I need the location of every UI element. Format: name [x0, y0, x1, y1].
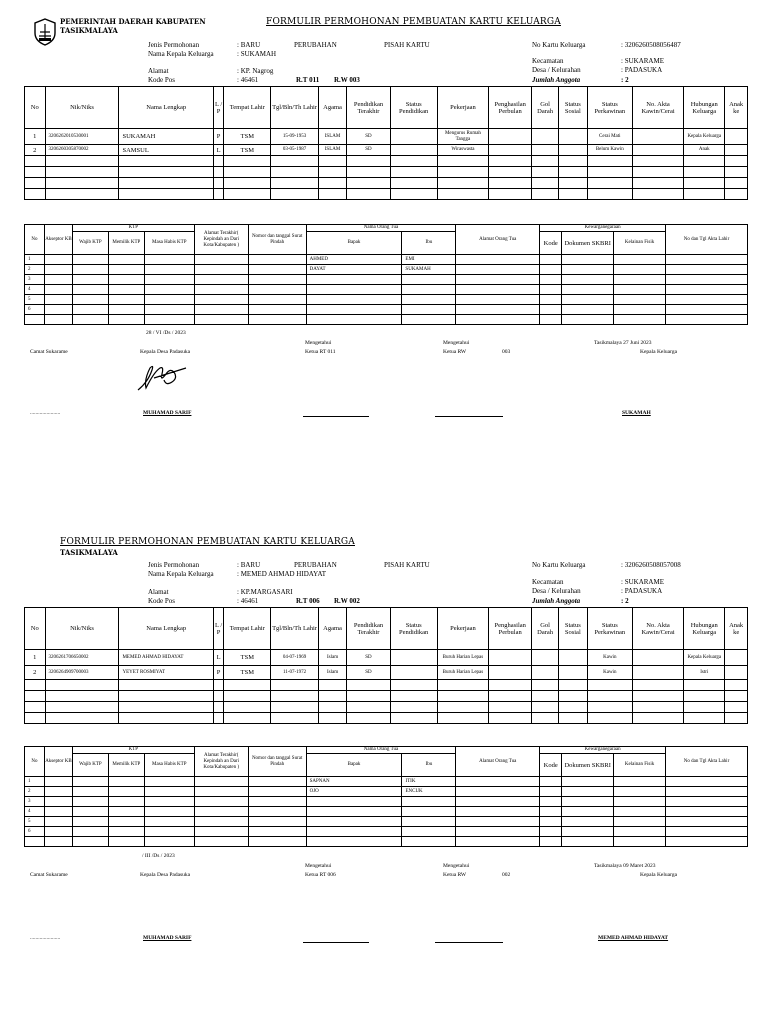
date-right: Tasikmalaya 27 Juni 2023 — [594, 340, 652, 346]
col-wajib: Wajib KTP — [72, 754, 108, 777]
cell: 3206260305870002 — [45, 145, 119, 156]
cell: Kawin — [587, 650, 632, 666]
cell: Anak — [684, 145, 725, 156]
cell: 1 — [25, 650, 46, 666]
cell: L — [213, 650, 223, 666]
col-kode: Kode — [540, 232, 562, 255]
no-kk-value: : 3206260508057008 — [621, 561, 681, 569]
col-no: No — [25, 608, 46, 650]
cell — [489, 666, 532, 680]
col-pend: Pendidikan Terakhir — [347, 608, 390, 650]
cell: SD — [347, 129, 390, 145]
cell: 3206261706650002 — [45, 650, 119, 666]
col-ibu: Ibu — [402, 754, 456, 777]
date-left: 28 / VI /Ds / 2023 — [146, 330, 186, 336]
cell: Belum Kawin — [587, 145, 632, 156]
col-bapak: Bapak — [306, 754, 402, 777]
nama-kk-value: : SUKAMAH — [237, 50, 277, 58]
col-ktp: KTP — [72, 225, 194, 232]
date-left: / III /Ds / 2023 — [142, 853, 175, 859]
col-hub: Hubungan Keluarga — [684, 608, 725, 650]
ketua-rw-label: Ketua RW — [443, 349, 467, 355]
cell: P — [213, 666, 223, 680]
nama-kk-value: : MEMED AHMAD HIDAYAT — [237, 570, 326, 578]
col-hub: Hubungan Keluarga — [684, 87, 725, 129]
camat-dots: ...................... — [30, 935, 61, 941]
col-alamat-terakhir: Alamat Terakhir( Kepindah an Dari Kota/Kabupaten ) — [194, 225, 248, 255]
form-title: FORMULIR PERMOHONAN PEMBUATAN KARTU KELUARGA — [266, 17, 561, 27]
mengetahui-rw: Mengetahui — [443, 340, 470, 346]
option-perubahan: PERUBAHAN — [294, 561, 337, 569]
label-alamat: Alamat — [148, 67, 169, 75]
col-tempat: Tempat Lahir — [224, 608, 271, 650]
cell: Wiraswasta — [437, 145, 488, 156]
no-kk-value: : 3206260508056487 — [621, 41, 681, 49]
cell — [390, 650, 437, 666]
col-kerja: Pekerjaan — [437, 87, 488, 129]
cell: 6 — [25, 827, 45, 837]
gov-line-2: TASIKMALAYA — [60, 26, 118, 35]
alamat-value: : KP. Nagrog — [237, 67, 274, 75]
col-sosial: Status Sosial — [558, 87, 587, 129]
col-no: No — [25, 225, 45, 255]
label-kecamatan: Kecamatan — [532, 57, 564, 65]
label-desa: Desa / Kelurahan — [532, 66, 581, 74]
cell: 1 — [25, 255, 45, 265]
cell: Buruh Harian Lepas — [437, 650, 488, 666]
kepala-label: Kepala Keluarga — [640, 872, 678, 878]
ketua-rt-label: Ketua RT 006 — [305, 872, 336, 878]
label-kode-pos: Kode Pos — [148, 597, 176, 605]
col-ortu: Nama Orang Tua — [306, 747, 456, 754]
cell: Istri — [684, 666, 725, 680]
jumlah-value: : 2 — [621, 76, 629, 84]
cell: 2 — [25, 787, 45, 797]
cell: 5 — [25, 295, 45, 305]
kecamatan-value: : SUKARAME — [621, 578, 664, 586]
col-status-pend: Status Pendidikan — [390, 87, 437, 129]
kode-pos-value: : 46461 — [237, 76, 259, 84]
kecamatan-value: : SUKARAME — [621, 57, 664, 65]
cell — [725, 650, 748, 666]
col-kerja: Pekerjaan — [437, 608, 488, 650]
cell: SAPNAN — [306, 777, 402, 787]
member-table — [24, 607, 748, 724]
option-pisah: PISAH KARTU — [384, 561, 430, 569]
form-title: FORMULIR PERMOHONAN PEMBUATAN KARTU KELUARGA — [60, 537, 355, 547]
col-pend: Pendidikan Terakhir — [347, 87, 390, 129]
label-desa: Desa / Kelurahan — [532, 587, 581, 595]
col-kewarga: Kewarganegaraan — [540, 225, 666, 232]
cell — [725, 666, 748, 680]
col-gol: Gol Darah — [532, 87, 559, 129]
mengetahui-rt: Mengetahui — [305, 340, 332, 346]
col-kawin: Status Perkawinan — [587, 87, 632, 129]
ketua-rt-label: Ketua RT 011 — [305, 349, 336, 355]
col-kelainan: Kelainan Fisik — [614, 232, 666, 255]
camat-label: Camat Sukarame — [30, 872, 68, 878]
label-jenis: Jenis Permohonan — [148, 41, 200, 49]
cell: Cerai Mati — [587, 129, 632, 145]
col-hasil: Penghasilan Perbulan — [489, 87, 532, 129]
col-masa: Masa Habis KTP — [144, 232, 194, 255]
jenis-value: : BARU — [237, 41, 261, 49]
kades-label: Kepala Desa Padasuka — [140, 349, 191, 355]
option-perubahan: PERUBAHAN — [294, 41, 337, 49]
col-akseptor: Akseptor KB — [44, 747, 72, 777]
label-jumlah: Jumlah Anggota — [532, 597, 581, 605]
col-alamat-terakhir: Alamat Terakhir( Kepindah an Dari Kota/Kabupaten ) — [194, 747, 248, 777]
gov-line-1: PEMERINTAH DAERAH KABUPATEN — [60, 17, 206, 26]
cell: SD — [347, 145, 390, 156]
cell: 2 — [25, 145, 46, 156]
col-nik: Nik/Niks — [45, 87, 119, 129]
cell: TSM — [224, 650, 271, 666]
cell: SAMSUL — [119, 145, 213, 156]
col-lp: L / P — [213, 87, 223, 129]
cell: Kepala Keluarga — [684, 650, 725, 666]
kades-name: MUHAMAD SARIF — [143, 410, 192, 416]
label-nama-kk: Nama Kepala Keluarga — [148, 50, 214, 58]
cell: 04-07-1969 — [271, 650, 318, 666]
rw-value: R.W 003 — [334, 76, 360, 84]
table-row — [25, 787, 748, 797]
date-right: Tasikmalaya 09 Maret 2023 — [594, 863, 656, 869]
cell: Islam — [318, 666, 347, 680]
cell — [558, 650, 587, 666]
cell: TSM — [224, 666, 271, 680]
cell: SUKAMAH — [402, 265, 456, 275]
cell: L — [213, 145, 223, 156]
label-jumlah: Jumlah Anggota — [532, 76, 581, 84]
cell — [632, 666, 683, 680]
kk-name: SUKAMAH — [622, 410, 651, 416]
label-alamat: Alamat — [148, 588, 169, 596]
cell: 3 — [25, 275, 45, 285]
col-anak: Anak ke — [725, 608, 748, 650]
col-akta: No. Akta Kawin/Cerai — [632, 608, 683, 650]
cell: TSM — [224, 145, 271, 156]
cell: 11-07-1972 — [271, 666, 318, 680]
col-nomor-surat: Nomor dan tanggal Surat Pindah — [248, 747, 306, 777]
col-no: No — [25, 87, 46, 129]
mengetahui-rt: Mengetahui — [305, 863, 332, 869]
rw-signature-line — [435, 942, 503, 943]
cell: SD — [347, 650, 390, 666]
col-dok: Dokumen SKBRI — [562, 232, 614, 255]
col-anak: Anak ke — [725, 87, 748, 129]
col-ortu: Nama Orang Tua — [306, 225, 456, 232]
cell: AHMED — [306, 255, 402, 265]
label-no-kk: No Kartu Keluarga — [532, 41, 586, 49]
col-memiliki: Memilik KTP — [108, 754, 144, 777]
cell: 3 — [25, 797, 45, 807]
col-ktp: KTP — [72, 747, 194, 754]
label-no-kk: No Kartu Keluarga — [532, 561, 586, 569]
rw-value: R.W 002 — [334, 597, 360, 605]
col-kewarga: Kewarganegaraan — [540, 747, 666, 754]
col-bapak: Bapak — [306, 232, 402, 255]
cell: 3206262010530001 — [45, 129, 119, 145]
col-no: No — [25, 747, 45, 777]
cell — [532, 650, 559, 666]
col-dok: Dokumen SKBRI — [562, 754, 614, 777]
cell: P — [213, 129, 223, 145]
cell: EMI — [402, 255, 456, 265]
table-row — [25, 777, 748, 787]
kode-pos-value: : 46461 — [237, 597, 259, 605]
cell — [558, 666, 587, 680]
cell: DAYAT — [306, 265, 402, 275]
col-tempat: Tempat Lahir — [224, 87, 271, 129]
table-row — [25, 666, 748, 680]
col-memiliki: Memilik KTP — [108, 232, 144, 255]
desa-value: : PADASUKA — [621, 587, 663, 595]
cell: 5 — [25, 817, 45, 827]
col-hasil: Penghasilan Perbulan — [489, 608, 532, 650]
kepala-label: Kepala Keluarga — [640, 349, 678, 355]
ketua-rw-label: Ketua RW — [443, 872, 467, 878]
col-nama: Nama Lengkap — [119, 87, 213, 129]
col-alamat-ortu: Alamat Orang Tua — [456, 225, 540, 255]
cell: SUKAMAH — [119, 129, 213, 145]
cell: OJO — [306, 787, 402, 797]
col-status-pend: Status Pendidikan — [390, 608, 437, 650]
cell: 4 — [25, 285, 45, 295]
cell: Kepala Keluarga — [684, 129, 725, 145]
cell — [390, 666, 437, 680]
cell: Islam — [318, 650, 347, 666]
col-masa: Masa Habis KTP — [144, 754, 194, 777]
col-nik: Nik/Niks — [45, 608, 119, 650]
cell: 1 — [25, 129, 46, 145]
col-nomor-surat: Nomor dan tanggal Surat Pindah — [248, 225, 306, 255]
rw-number: 002 — [502, 872, 511, 878]
col-nama: Nama Lengkap — [119, 608, 213, 650]
cell: ISLAM — [318, 129, 347, 145]
col-akseptor: Akseptor KB — [44, 225, 72, 255]
cell: Kawin — [587, 666, 632, 680]
label-nama-kk: Nama Kepala Keluarga — [148, 570, 214, 578]
camat-dots: ...................... — [30, 410, 61, 416]
rw-number: 003 — [502, 349, 511, 355]
col-alamat-ortu: Alamat Orang Tua — [456, 747, 540, 777]
cell: 15-09-1953 — [271, 129, 318, 145]
rt-value: R.T 011 — [296, 76, 320, 84]
desa-value: : PADASUKA — [621, 66, 663, 74]
cell: Buruh Harian Lepas — [437, 666, 488, 680]
label-kecamatan: Kecamatan — [532, 578, 564, 586]
col-tgl: Tgl/Bln/Th Lahir — [271, 608, 318, 650]
col-tgl: Tgl/Bln/Th Lahir — [271, 87, 318, 129]
kades-label: Kepala Desa Padasuka — [140, 872, 191, 878]
cell: TSM — [224, 129, 271, 145]
col-wajib: Wajib KTP — [72, 232, 108, 255]
option-pisah: PISAH KARTU — [384, 41, 430, 49]
kades-name: MUHAMAD SARIF — [143, 935, 192, 941]
cell: 03-05-1987 — [271, 145, 318, 156]
col-agama: Agama — [318, 608, 347, 650]
kk-name: MEMED AHMAD HIDAYAT — [598, 935, 669, 941]
label-kode-pos: Kode Pos — [148, 76, 176, 84]
cell: ISLAM — [318, 145, 347, 156]
col-sosial: Status Sosial — [558, 608, 587, 650]
table-row — [25, 650, 748, 666]
cell: YEYET ROSMIYAT — [119, 666, 213, 680]
jenis-value: : BARU — [237, 561, 261, 569]
col-agama: Agama — [318, 87, 347, 129]
gov-line-2: TASIKMALAYA — [60, 548, 118, 557]
cell: 1 — [25, 777, 45, 787]
col-akta: No. Akta Kawin/Cerai — [632, 87, 683, 129]
cell — [489, 650, 532, 666]
rt-signature-line — [303, 942, 369, 943]
mengetahui-rw: Mengetahui — [443, 863, 470, 869]
camat-label: Camat Sukarame — [30, 349, 68, 355]
col-akta-lahir: No dan Tgl Akta Lahir — [666, 225, 748, 255]
cell: MEMED AHMAD HIDAYAT — [119, 650, 213, 666]
cell: Mengurus Rumah Tangga — [437, 129, 488, 145]
col-lp: L / P — [213, 608, 223, 650]
cell: 3206264909700003 — [45, 666, 119, 680]
col-kawin: Status Perkawinan — [587, 608, 632, 650]
cell: ITIK — [402, 777, 456, 787]
cell: 6 — [25, 305, 45, 315]
col-gol: Gol Darah — [532, 608, 559, 650]
label-jenis: Jenis Permohonan — [148, 561, 200, 569]
col-ibu: Ibu — [402, 232, 456, 255]
cell: 4 — [25, 807, 45, 817]
col-kode: Kode — [540, 754, 562, 777]
additional-table — [24, 746, 748, 847]
cell — [632, 650, 683, 666]
cell: 2 — [25, 265, 45, 275]
cell — [532, 666, 559, 680]
cell: ENCUK — [402, 787, 456, 797]
jumlah-value: : 2 — [621, 597, 629, 605]
rt-value: R.T 006 — [296, 597, 320, 605]
col-akta-lahir: No dan Tgl Akta Lahir — [666, 747, 748, 777]
cell: 2 — [25, 666, 46, 680]
alamat-value: : KP.MARGASARI — [237, 588, 293, 596]
cell: SD — [347, 666, 390, 680]
col-kelainan: Kelainan Fisik — [614, 754, 666, 777]
